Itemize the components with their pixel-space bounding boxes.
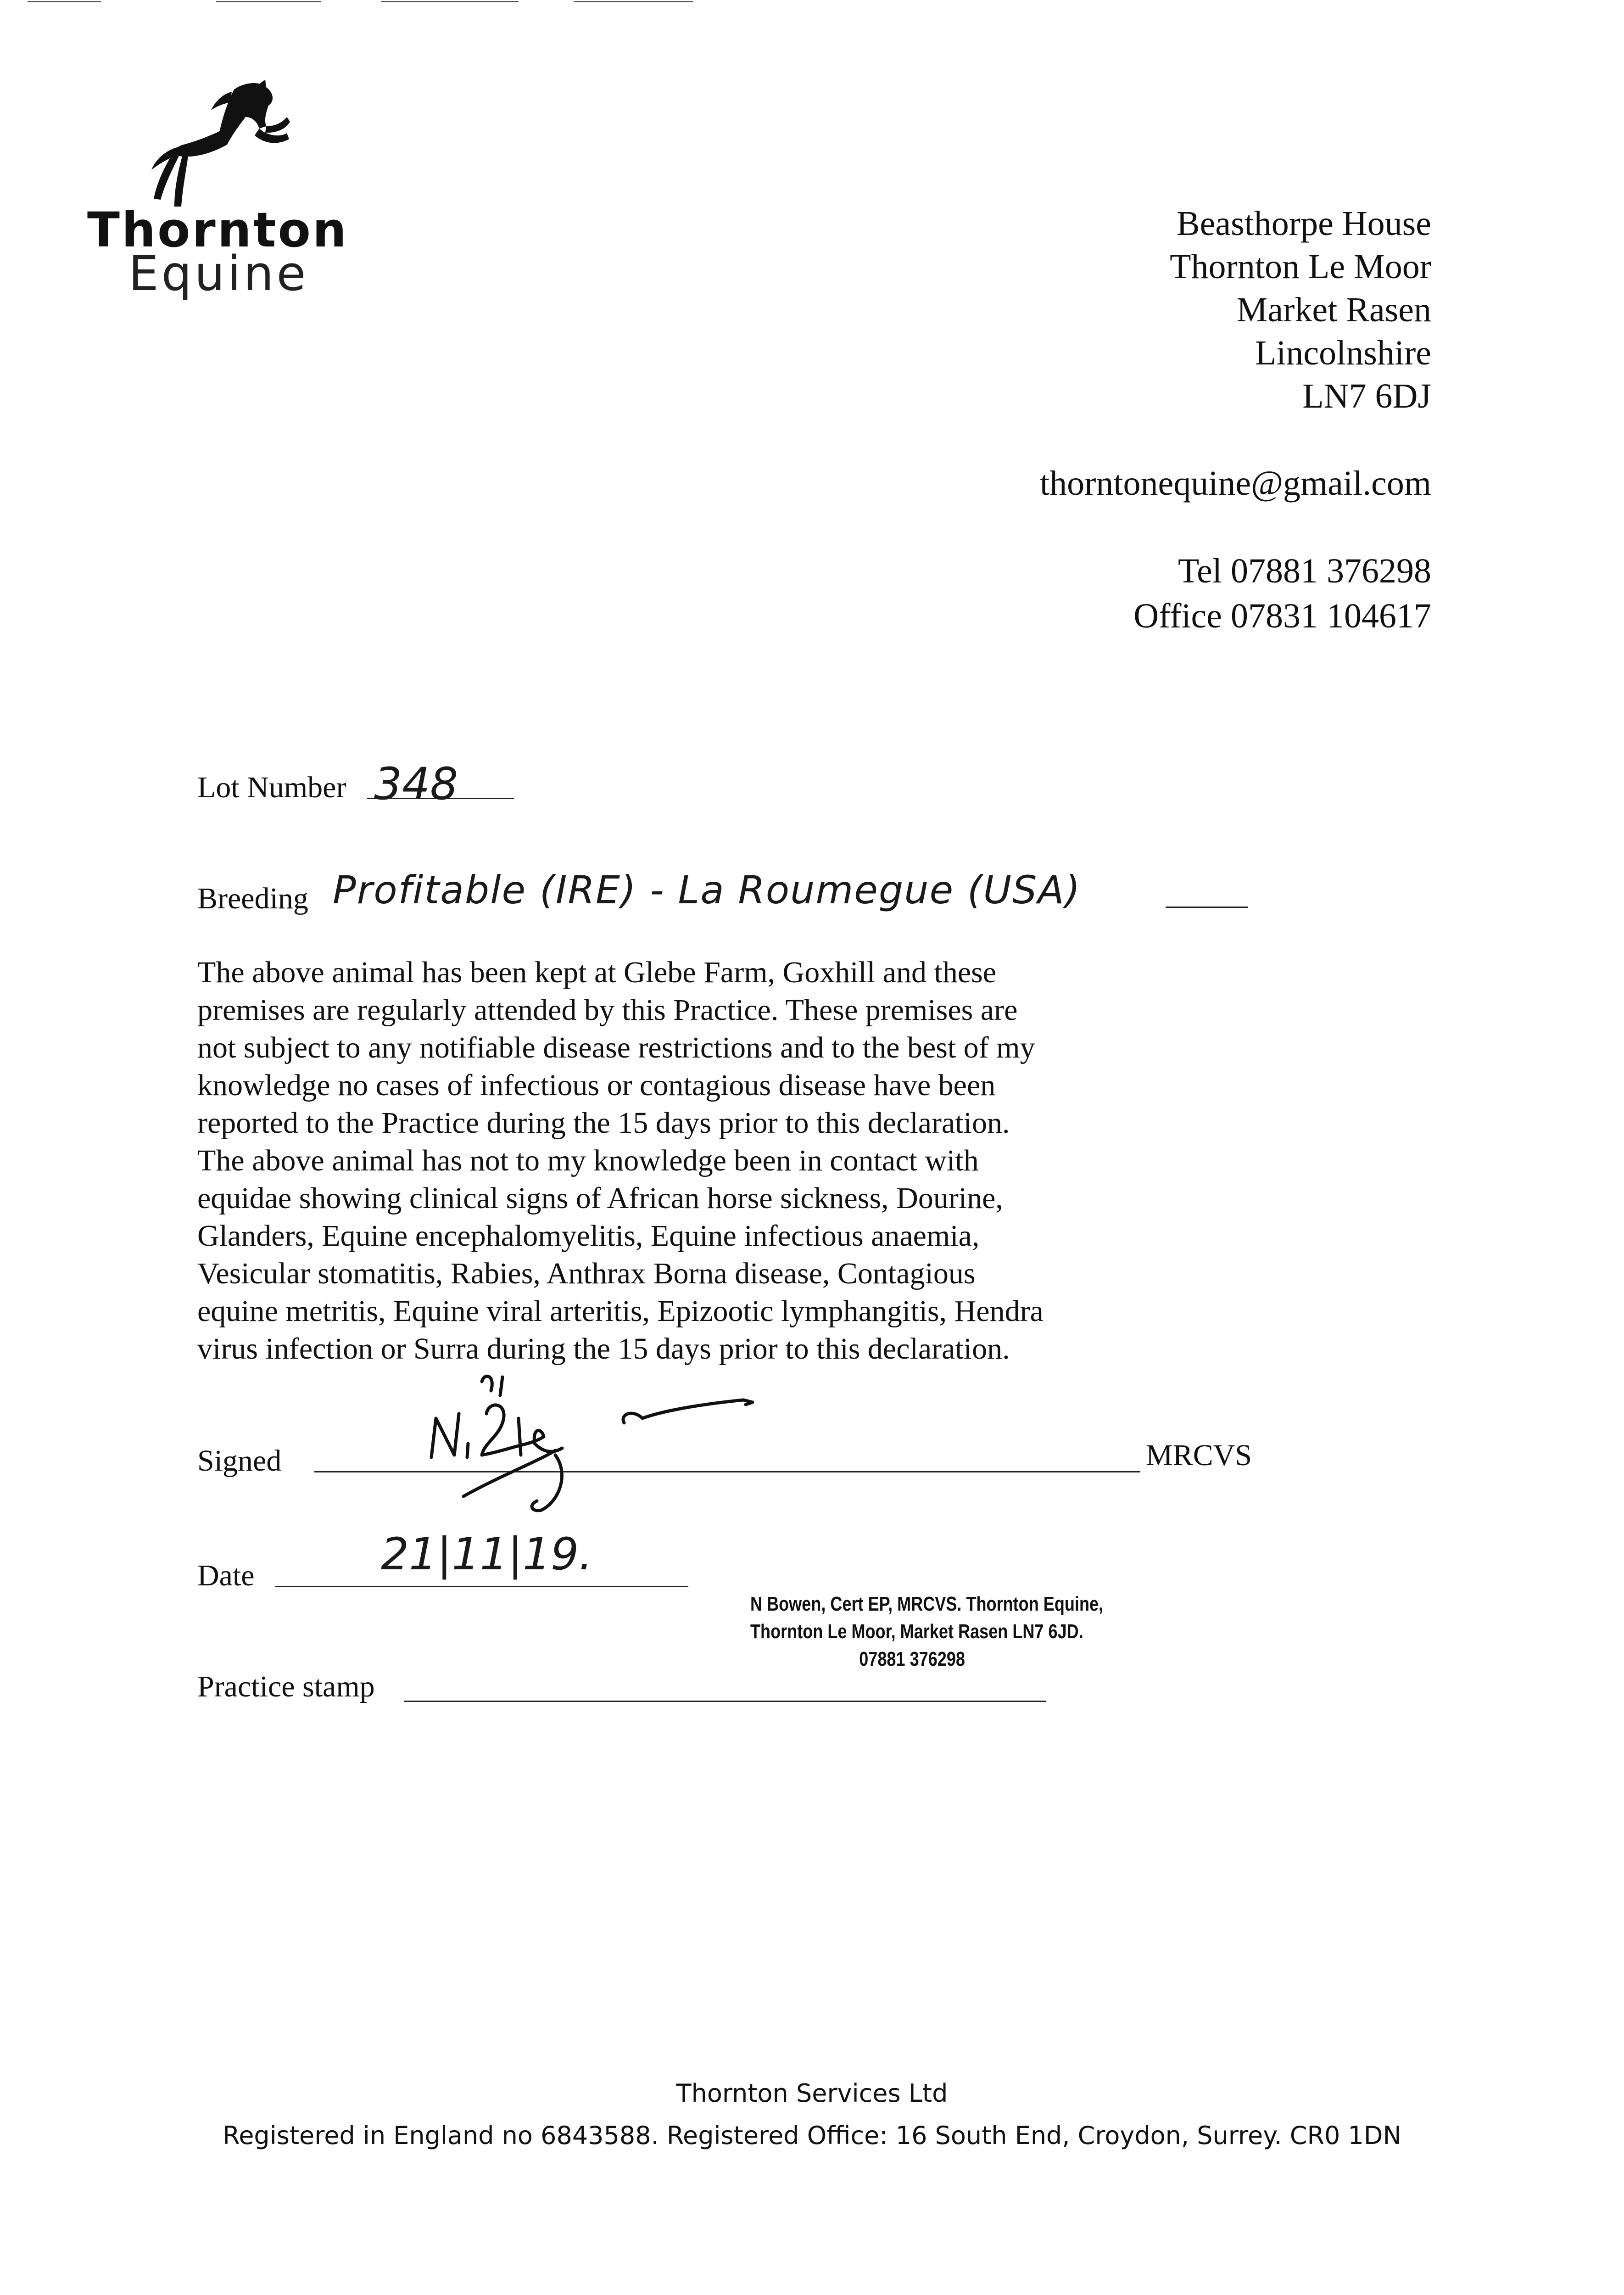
stamp-line: N Bowen, Cert EP, MRCVS. Thornton Equine, [750,1593,1104,1615]
address-line: Lincolnshire [1255,334,1431,372]
stamp-line: 07881 376298 [859,1648,965,1670]
scan-artifact [216,1,321,2]
footer-registration: Registered in England no 6843588. Registered Office: 16 South End, Croydon, Surrey. CR0 1DN [223,2121,1401,2150]
declaration-line: equidae showing clinical signs of African horse sickness, Dourine, [197,1181,1003,1215]
lot-number-label: Lot Number [197,771,346,804]
address-block [1170,202,1431,418]
logo-text-equine: Equine [128,246,309,302]
office-number: Office 07831 104617 [1133,597,1431,635]
logo-text-thornton: Thornton [87,202,348,258]
practice-rubber-stamp [750,1590,1104,1673]
scan-artifact [574,1,693,2]
phone-block [1133,549,1431,638]
scan-artifact [381,1,519,2]
address-line: Beasthorpe House [1176,204,1431,243]
declaration-line: Glanders, Equine encephalomyelitis, Equine infectious anaemia, [197,1219,980,1253]
mrcvs-label: MRCVS [1146,1439,1252,1472]
breeding-label: Breeding [197,882,308,915]
declaration-text [197,954,1184,1368]
signed-label: Signed [197,1444,282,1478]
declaration-line: Vesicular stomatitis, Rabies, Anthrax Borna disease, Contagious [197,1257,976,1290]
scan-artifact [28,1,101,2]
declaration-line: knowledge no cases of infectious or contagious disease have been [197,1069,996,1102]
declaration-line: virus infection or Surra during the 15 days prior to this declaration. [197,1332,1010,1366]
email-address: thorntonequine@gmail.com [1039,464,1431,503]
declaration-line: The above animal has not to my knowledge been in contact with [197,1144,979,1177]
tel-number: Tel 07881 376298 [1178,552,1431,590]
declaration-line: equine metritis, Equine viral arteritis, Epizootic lymphangitis, Hendra [197,1294,1044,1328]
lot-number-line [367,798,514,799]
date-label: Date [197,1559,255,1592]
declaration-line: premises are regularly attended by this Practice. These premises are [197,993,1018,1027]
address-line: LN7 6DJ [1302,377,1431,415]
footer [0,2072,1624,2157]
breeding-value: Profitable (IRE) - La Roumegue (USA) [333,868,1081,912]
company-logo [87,80,348,302]
stamp-line: Thornton Le Moor, Market Rasen LN7 6JD. [750,1620,1083,1643]
practice-stamp-line [404,1701,1046,1702]
lot-number-value: 348 [374,758,458,810]
jumping-horse-icon [128,80,294,218]
footer-company: Thornton Services Ltd [676,2079,948,2108]
date-line [275,1586,688,1587]
breeding-line [1166,907,1248,908]
declaration-line: reported to the Practice during the 15 days prior to this declaration. [197,1106,1010,1140]
practice-stamp-label: Practice stamp [197,1670,375,1703]
address-line: Market Rasen [1236,291,1431,329]
date-value: 21|11|19. [381,1528,593,1580]
declaration-line: The above animal has been kept at Glebe Farm, Goxhill and these [197,956,997,989]
address-line: Thornton Le Moor [1170,247,1431,286]
declaration-line: not subject to any notifiable disease restrictions and to the best of my [197,1031,1035,1064]
